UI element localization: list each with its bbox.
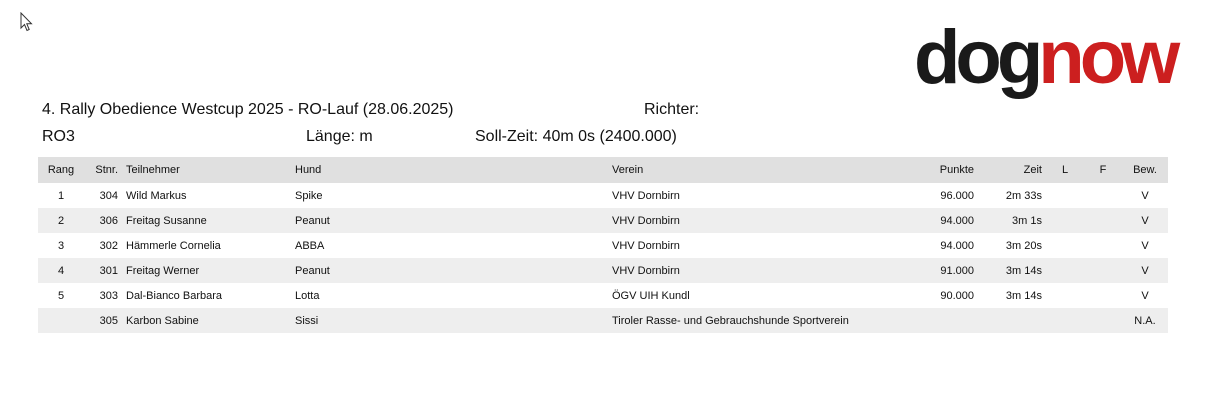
- cell-rating: V: [1122, 208, 1168, 233]
- cell-participant: Dal-Bianco Barbara: [126, 289, 222, 302]
- cell-rank: 3: [57, 239, 65, 252]
- column-header-points: Punkte: [908, 157, 978, 183]
- mouse-cursor-icon: [20, 12, 34, 32]
- course-length: Länge: m: [306, 128, 373, 145]
- cell-rank: [38, 308, 84, 333]
- cell-participant: Hämmerle Cornelia: [126, 239, 221, 252]
- cell-rank: 4: [38, 258, 84, 283]
- cell-club: VHV Dornbirn: [612, 189, 680, 202]
- cell-dog: Peanut: [291, 208, 608, 233]
- cell-rating: N.A.: [1122, 308, 1168, 333]
- cell-rating: V: [1122, 258, 1168, 283]
- event-title: 4. Rally Obedience Westcup 2025 - RO-Lauf (28.06.2025): [42, 101, 454, 118]
- cell-points: 90.000: [940, 289, 974, 302]
- cell-f: [1084, 233, 1122, 258]
- cell-rating: V: [1141, 189, 1149, 202]
- cell-points: 94.000: [908, 208, 978, 233]
- cell-points: 96.000: [940, 189, 974, 202]
- judge-label: Richter:: [644, 101, 700, 118]
- table-row: [38, 308, 1168, 333]
- cell-rating: V: [1141, 289, 1149, 302]
- cell-f: [1084, 183, 1122, 208]
- cell-participant: Freitag Susanne: [122, 208, 291, 233]
- cell-start-number: 305: [84, 308, 122, 333]
- cell-time: 3m 1s: [978, 208, 1046, 233]
- cell-l: [1046, 308, 1084, 333]
- cell-start-number: 304: [99, 189, 118, 202]
- table-row: [38, 283, 1168, 308]
- cell-time: 2m 33s: [1005, 189, 1042, 202]
- column-header-time: Zeit: [978, 157, 1046, 183]
- cell-participant: Karbon Sabine: [122, 308, 291, 333]
- cell-dog: Spike: [295, 189, 323, 202]
- cell-f: [1084, 308, 1122, 333]
- cell-club: VHV Dornbirn: [608, 208, 908, 233]
- cell-club: Tiroler Rasse- und Gebrauchshunde Sportverein: [608, 308, 908, 333]
- cell-rank: 1: [57, 189, 65, 202]
- cell-time: [978, 308, 1046, 333]
- cell-dog: ABBA: [295, 239, 325, 252]
- column-header-f: F: [1084, 157, 1122, 183]
- target-time: Soll-Zeit: 40m 0s (2400.000): [475, 128, 677, 145]
- cell-f: [1084, 283, 1122, 308]
- cell-club: VHV Dornbirn: [612, 239, 680, 252]
- cell-rank: 2: [38, 208, 84, 233]
- cell-f: [1084, 258, 1122, 283]
- cell-points: 94.000: [940, 239, 974, 252]
- cell-time: 3m 20s: [1005, 239, 1042, 252]
- table-row: [38, 208, 1168, 233]
- table-row: [38, 183, 1168, 208]
- table-row: [38, 233, 1168, 258]
- cell-rating: V: [1141, 239, 1149, 252]
- cell-l: [1046, 258, 1084, 283]
- cell-club: VHV Dornbirn: [608, 258, 908, 283]
- cell-dog: Sissi: [291, 308, 608, 333]
- cell-participant: Wild Markus: [126, 189, 187, 202]
- column-header-participant: Teilnehmer: [122, 157, 291, 183]
- table-row: [38, 258, 1168, 283]
- cell-start-number: 303: [99, 289, 118, 302]
- column-header-rank: Rang: [38, 157, 84, 183]
- cell-points: [908, 308, 978, 333]
- class-label: RO3: [42, 128, 75, 145]
- column-header-club: Verein: [608, 157, 908, 183]
- column-header-rating: Bew.: [1122, 157, 1168, 183]
- cell-l: [1046, 208, 1084, 233]
- cell-l: [1046, 283, 1084, 308]
- table-header-row: [38, 157, 1168, 183]
- column-header-start-number: Stnr.: [84, 157, 122, 183]
- cell-f: [1084, 208, 1122, 233]
- column-header-l: L: [1046, 157, 1084, 183]
- cell-start-number: 302: [99, 239, 118, 252]
- cell-l: [1046, 183, 1084, 208]
- cell-points: 91.000: [908, 258, 978, 283]
- results-table: [38, 157, 1168, 333]
- cell-club: ÖGV UIH Kundl: [612, 289, 690, 302]
- column-header-dog: Hund: [291, 157, 608, 183]
- cell-participant: Freitag Werner: [122, 258, 291, 283]
- cell-l: [1046, 233, 1084, 258]
- cell-dog: Lotta: [295, 289, 320, 302]
- cell-time: 3m 14s: [978, 258, 1046, 283]
- cell-dog: Peanut: [291, 258, 608, 283]
- cell-start-number: 306: [84, 208, 122, 233]
- cell-rank: 5: [57, 289, 65, 302]
- cell-start-number: 301: [84, 258, 122, 283]
- dognow-logo: dognow: [914, 15, 1176, 100]
- cell-time: 3m 14s: [1005, 289, 1042, 302]
